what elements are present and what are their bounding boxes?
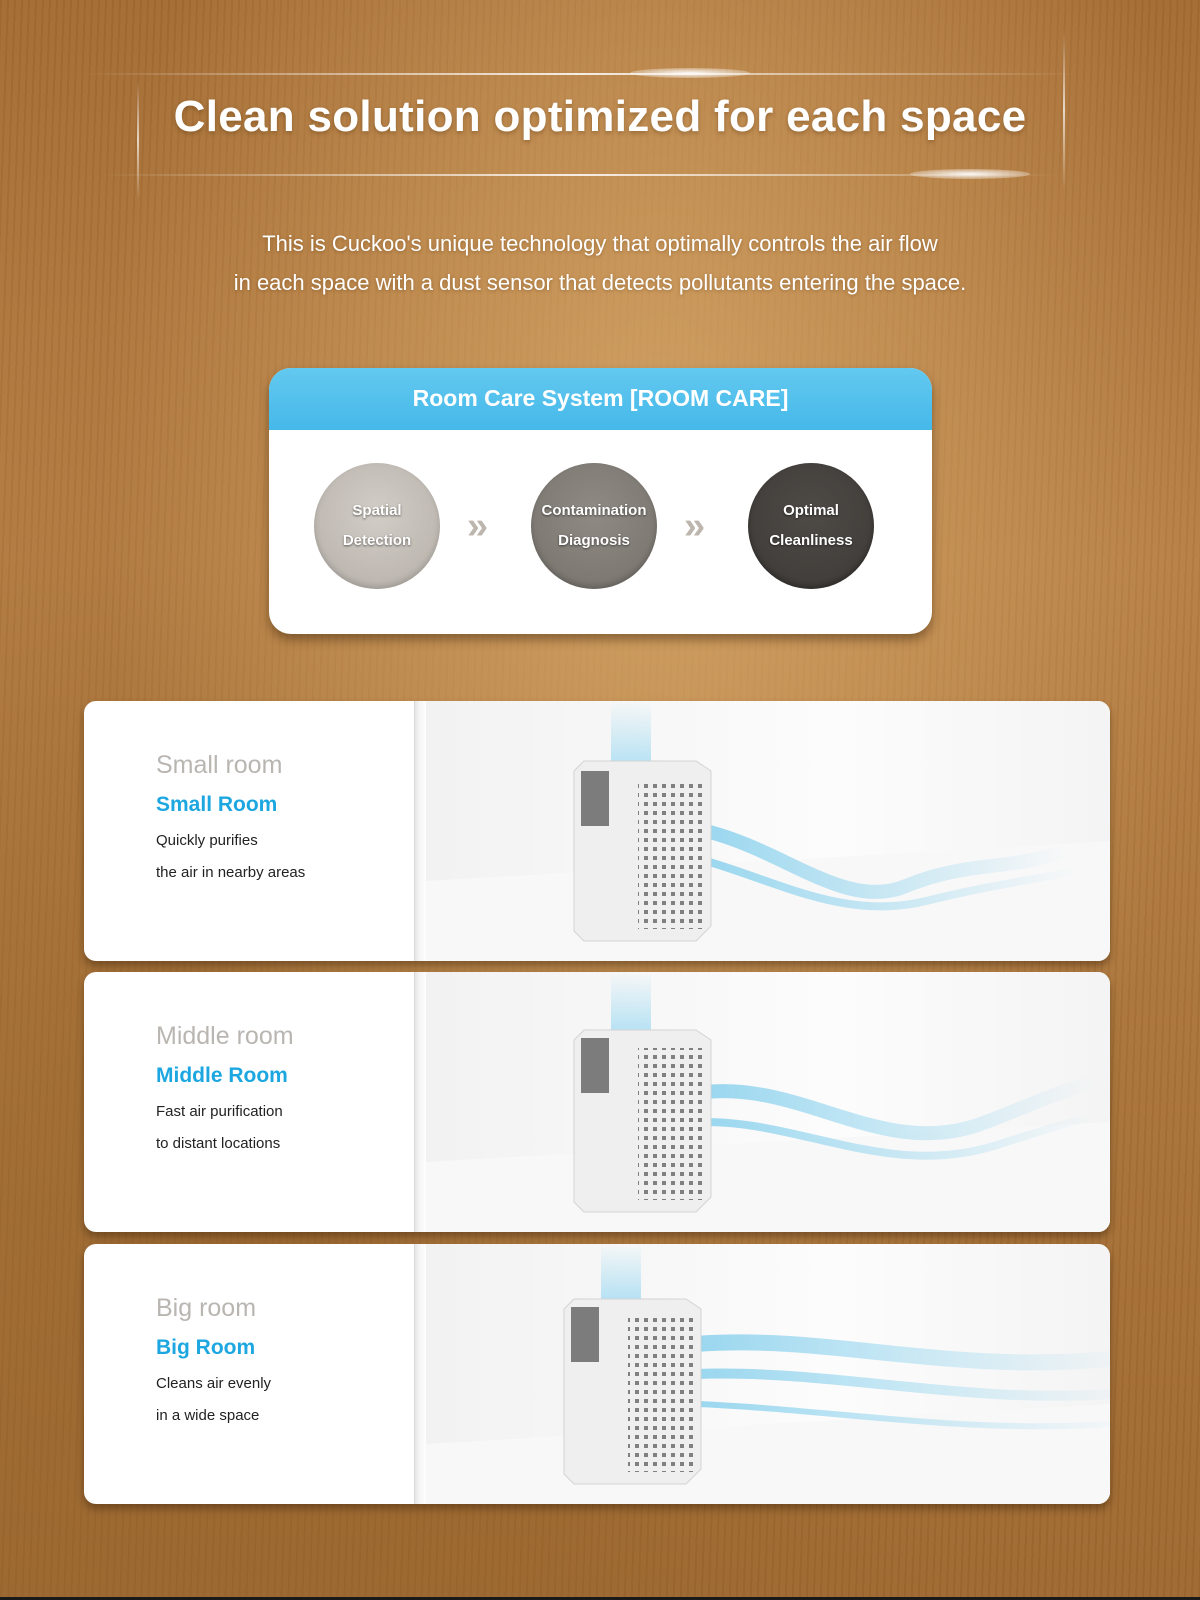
step-label-line1: Optimal xyxy=(783,502,839,519)
room-title: Small Room xyxy=(156,793,278,816)
room-visual xyxy=(426,972,1110,1232)
step-contamination-diagnosis xyxy=(531,463,657,589)
room-visual xyxy=(426,701,1110,961)
room-text xyxy=(156,749,406,889)
room-title: Middle Room xyxy=(156,1064,288,1087)
intro-text xyxy=(0,224,1200,302)
room-text xyxy=(156,1020,406,1160)
room-label: Big room xyxy=(156,1294,257,1322)
step-label-line1: Spatial xyxy=(352,502,402,519)
step-label-line2: Cleanliness xyxy=(769,532,853,549)
room-card-big xyxy=(84,1244,1110,1504)
step-label-line1: Contamination xyxy=(541,502,647,519)
double-chevron-right-icon: » xyxy=(684,505,706,547)
room-desc-line2: to distant locations xyxy=(156,1135,281,1152)
airflow-wave xyxy=(696,1342,1110,1362)
air-purifier-image xyxy=(426,1244,1110,1504)
room-desc-line1: Quickly purifies xyxy=(156,832,258,849)
room-care-title: Room Care System [ROOM CARE] xyxy=(269,368,932,430)
room-description xyxy=(156,1368,406,1432)
airflow-wave xyxy=(601,1244,641,1304)
purifier-body xyxy=(574,1030,711,1212)
airflow-wave xyxy=(696,1374,1110,1396)
room-title: Big Room xyxy=(156,1336,256,1359)
purifier-body xyxy=(574,761,711,941)
room-label: Middle room xyxy=(156,1022,294,1050)
room-card-small xyxy=(84,701,1110,961)
airflow-wave xyxy=(611,972,651,1037)
room-desc-line2: the air in nearby areas xyxy=(156,864,306,881)
double-chevron-right-icon: » xyxy=(467,505,489,547)
room-card-middle xyxy=(84,972,1110,1232)
room-description xyxy=(156,825,406,889)
air-purifier-image xyxy=(426,701,1110,961)
step-spatial-detection xyxy=(314,463,440,589)
intro-line-2: in each space with a dust sensor that detects pollutants entering the space. xyxy=(233,270,967,295)
room-description xyxy=(156,1096,406,1160)
room-visual xyxy=(426,1244,1110,1504)
step-label-line2: Diagnosis xyxy=(558,532,630,549)
step-label-line2: Detection xyxy=(342,532,412,549)
room-desc-line1: Cleans air evenly xyxy=(156,1375,272,1392)
room-desc-line1: Fast air purification xyxy=(156,1103,283,1120)
page-title: Clean solution optimized for each space xyxy=(173,92,1027,141)
frame-glow-bottom xyxy=(910,169,1030,179)
room-desc-line2: in a wide space xyxy=(156,1407,260,1424)
room-text xyxy=(156,1292,406,1432)
title-frame-top-line xyxy=(80,73,1080,75)
frame-glow-top xyxy=(630,68,750,78)
room-label: Small room xyxy=(156,751,283,779)
room-care-steps xyxy=(269,430,932,634)
air-purifier-image xyxy=(426,972,1110,1232)
purifier-body xyxy=(564,1299,701,1484)
room-care-panel xyxy=(269,368,932,634)
step-optimal-cleanliness xyxy=(748,463,874,589)
intro-line-1: This is Cuckoo's unique technology that optimally controls the air flow xyxy=(262,231,938,256)
